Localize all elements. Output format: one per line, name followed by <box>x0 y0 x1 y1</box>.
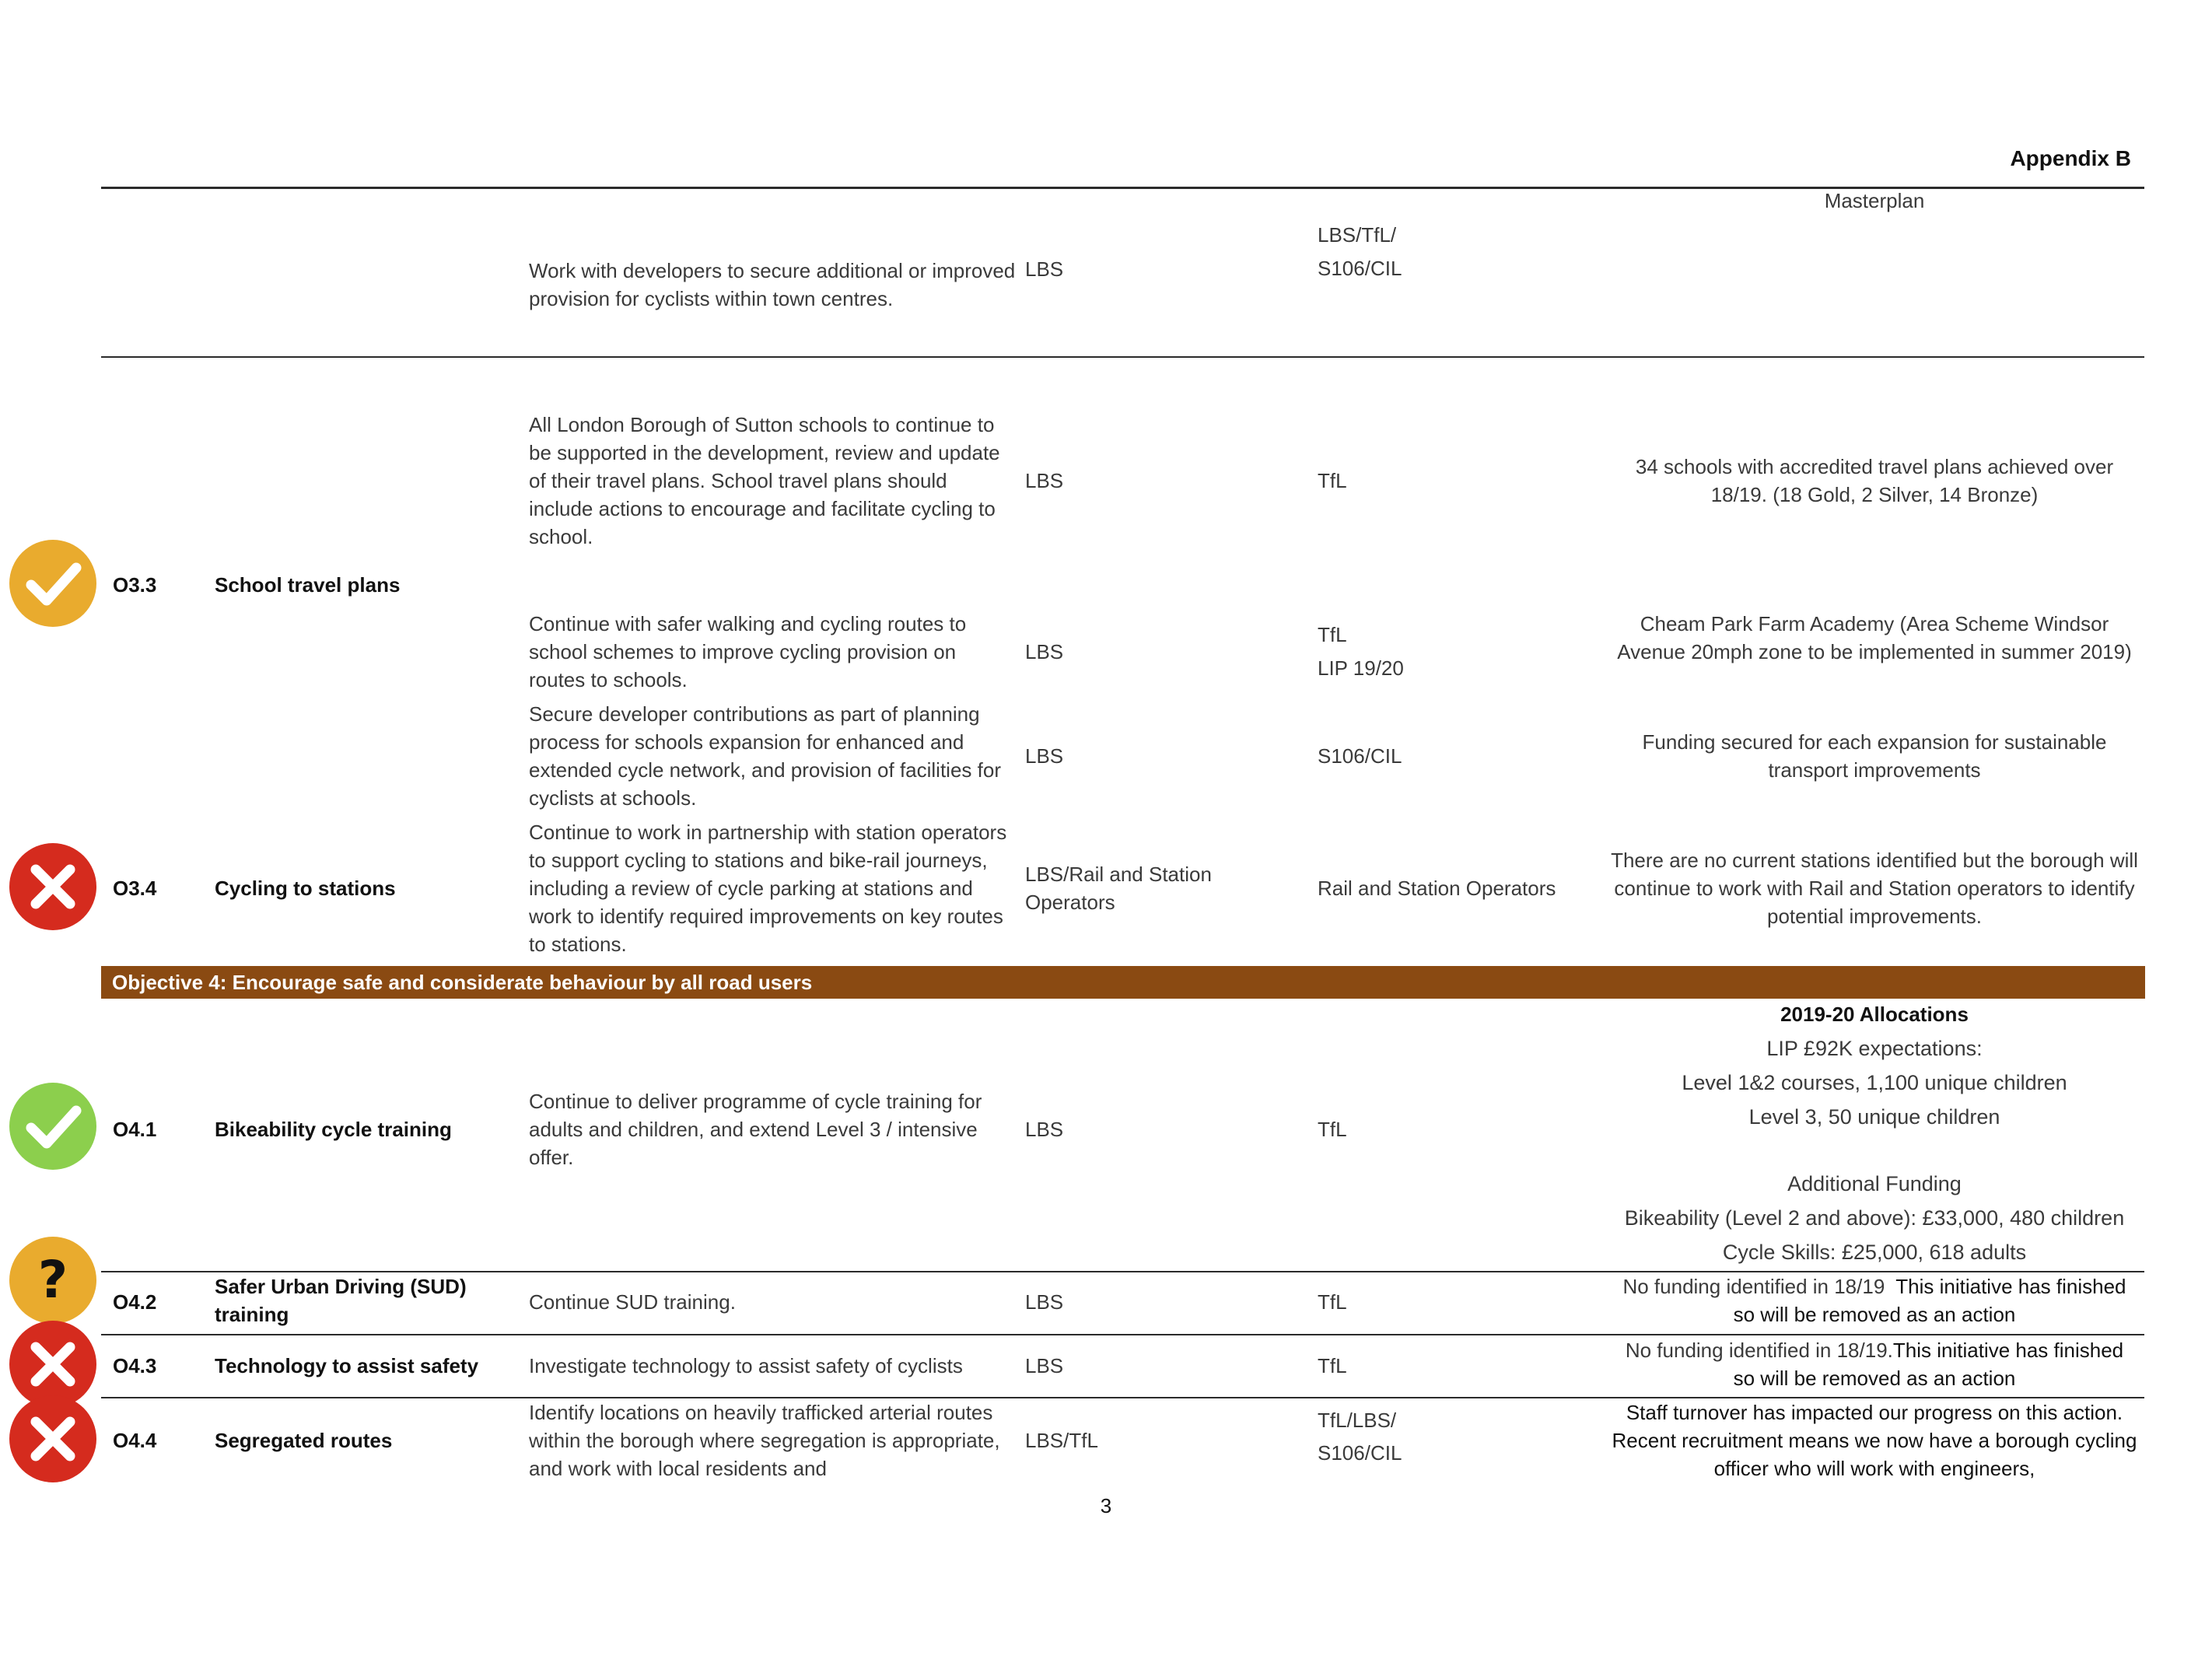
funding-cell: TfL <box>1318 1290 1347 1314</box>
objective-id: O4.3 <box>113 1354 157 1377</box>
rule-row-separator <box>101 356 2144 358</box>
objective-name: Safer Urban Driving (SUD) training <box>215 1275 467 1326</box>
progress-cell: Cycle Skills: £25,000, 618 adults <box>1722 1241 2027 1264</box>
progress-cell <box>1594 1272 2154 1300</box>
objective-id: O4.4 <box>113 1429 157 1452</box>
lead-cell: LBS <box>1025 1354 1064 1377</box>
lead-cell: LBS <box>1025 1290 1064 1314</box>
svg-text:?: ? <box>37 1250 68 1310</box>
progress-cell: 34 schools with accredited travel plans achieved over 18/19. (18 Gold, 2 Silver, 14 Bronze) <box>1635 455 2114 506</box>
funding-cell: LIP 19/20 <box>1318 656 1404 680</box>
cross-icon <box>9 1395 96 1482</box>
funding-cell: TfL <box>1318 1354 1347 1377</box>
action-cell: Continue SUD training. <box>529 1290 736 1314</box>
objective-id: O3.4 <box>113 877 157 900</box>
progress-note: No funding identified in 18/19. <box>1625 1339 1893 1362</box>
action-cell: Continue to work in partnership with station operators to support cycling to stations and bike-rail journeys, including a review of cycle parking at stations and work to identify required improvements on key routes to stations. <box>529 821 1007 956</box>
rule-row-separator <box>101 1334 2144 1335</box>
progress-cell: Cheam Park Farm Academy (Area Scheme Windsor Avenue 20mph zone to be implemented in summer 2019) <box>1617 612 2132 663</box>
lead-cell: LBS <box>1025 257 1064 281</box>
funding-cell: S106/CIL <box>1318 1441 1402 1465</box>
objective-name: Technology to assist safety <box>215 1354 479 1377</box>
funding-cell: S106/CIL <box>1318 257 1402 280</box>
progress-cell: so will be removed as an action <box>1733 1303 2016 1326</box>
lead-cell: LBS/TfL <box>1025 1429 1098 1452</box>
check-icon <box>9 540 96 627</box>
action-cell: Investigate technology to assist safety of cyclists <box>529 1354 963 1377</box>
objective-4-heading: Objective 4: Encourage safe and considerate behaviour by all road users <box>112 971 813 994</box>
cross-icon <box>9 843 96 930</box>
lead-cell: LBS <box>1025 469 1064 492</box>
action-cell: Identify locations on heavily trafficked arterial routes within the borough where segregation is appropriate, and work with local residents and <box>529 1401 1000 1480</box>
objective-4-heading-bar <box>101 966 2145 999</box>
action-cell: Secure developer contributions as part of planning process for schools expansion for enhanced and extended cycle network, and provision of facilities for cyclists at schools. <box>529 702 1001 810</box>
funding-cell: Rail and Station Operators <box>1318 877 1556 900</box>
funding-cell: TfL <box>1318 1118 1347 1141</box>
progress-cell: Masterplan <box>1824 189 1925 212</box>
lead-cell: LBS <box>1025 744 1064 768</box>
progress-cell: Level 1&2 courses, 1,100 unique children <box>1682 1071 2067 1094</box>
funding-cell: TfL <box>1318 623 1347 646</box>
check-icon <box>9 1083 96 1170</box>
progress-cell: Staff turnover has impacted our progress on this action. Recent recruitment means we now have a borough cycling officer who will work with engineers, <box>1612 1401 2137 1480</box>
progress-cell: LIP £92K expectations: <box>1766 1037 1983 1060</box>
objective-id: O4.1 <box>113 1118 157 1141</box>
progress-cell: so will be removed as an action <box>1733 1367 2016 1390</box>
progress-cell: Funding secured for each expansion for sustainable transport improvements <box>1642 730 2107 782</box>
objective-name: Segregated routes <box>215 1429 393 1452</box>
funding-cell: S106/CIL <box>1318 744 1402 768</box>
lead-cell: LBS <box>1025 1118 1064 1141</box>
objective-id: O3.3 <box>113 573 157 597</box>
lead-cell: LBS/Rail and Station Operators <box>1025 863 1212 914</box>
progress-note: No funding identified in 18/19 <box>1622 1275 1885 1298</box>
progress-note: This initiative has finished <box>1885 1275 2126 1298</box>
appendix-header: Appendix B <box>2010 146 2131 170</box>
progress-cell <box>1594 1336 2154 1364</box>
progress-note: This initiative has finished <box>1892 1339 2124 1362</box>
progress-cell: Additional Funding <box>1787 1172 1962 1195</box>
lead-cell: LBS <box>1025 640 1064 663</box>
funding-cell: LBS/TfL/ <box>1318 223 1397 247</box>
objective-name: School travel plans <box>215 573 401 597</box>
funding-cell: TfL/LBS/ <box>1318 1409 1397 1432</box>
objective-id: O4.2 <box>113 1290 157 1314</box>
action-cell: All London Borough of Sutton schools to continue to be supported in the development, review and update of their travel plans. School travel plans should include actions to encourage and facilitate cycling to school. <box>529 413 1000 548</box>
progress-cell: Level 3, 50 unique children <box>1748 1105 2000 1129</box>
progress-title: 2019-20 Allocations <box>1780 1003 1969 1026</box>
objective-name: Bikeability cycle training <box>215 1118 452 1141</box>
action-cell: Work with developers to secure additional or improved provision for cyclists within town centres. <box>529 259 1016 310</box>
action-cell: Continue to deliver programme of cycle training for adults and children, and extend Level 3 / intensive offer. <box>529 1090 982 1169</box>
objective-name: Cycling to stations <box>215 877 396 900</box>
progress-cell: There are no current stations identified but the borough will continue to work with Rail and Station operators to identify potential improvements. <box>1611 849 2138 928</box>
progress-cell: Bikeability (Level 2 and above): £33,000, 480 children <box>1624 1206 2125 1230</box>
funding-cell: TfL <box>1318 469 1347 492</box>
page-number: 3 <box>1100 1494 1112 1517</box>
question-icon <box>9 1237 96 1324</box>
action-cell: Continue with safer walking and cycling routes to school schemes to improve cycling provision on routes to schools. <box>529 612 967 691</box>
